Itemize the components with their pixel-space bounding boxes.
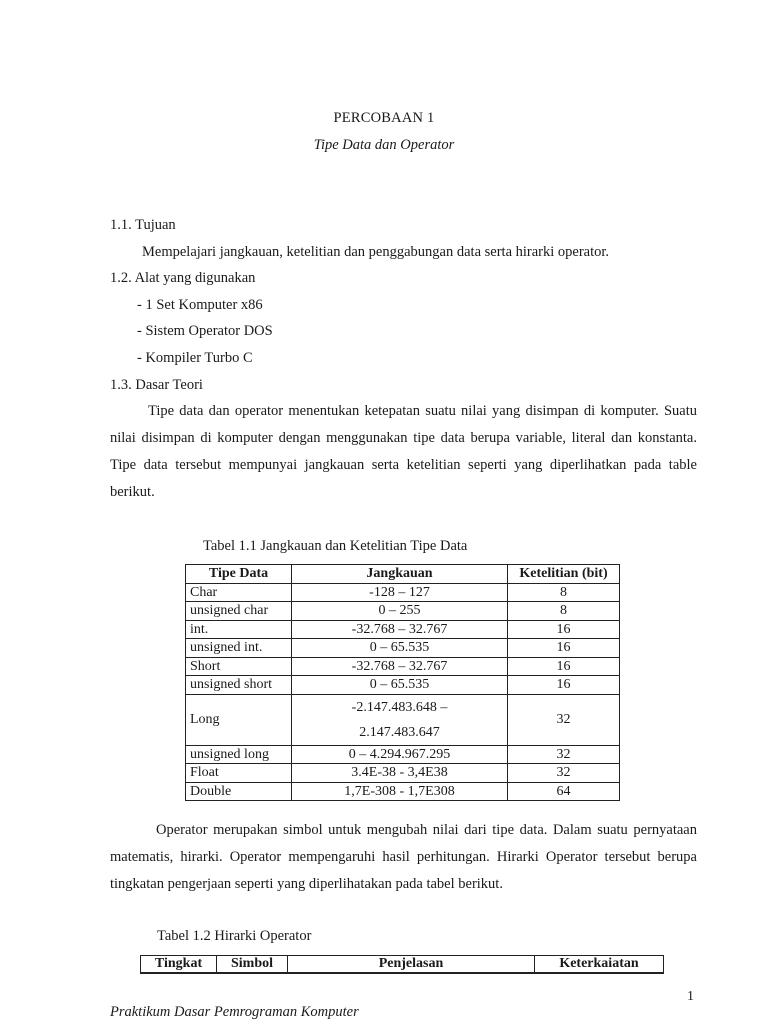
precision-cell: 32 <box>508 764 620 783</box>
range-cell: 0 – 4.294.967.295 <box>292 745 508 764</box>
precision-cell: 16 <box>508 657 620 676</box>
document-heading: PERCOBAAN 1 <box>333 110 435 126</box>
range-cell: 0 – 65.535 <box>292 676 508 695</box>
section-1-1-title: 1.1. Tujuan <box>110 217 176 233</box>
table-row <box>186 694 620 745</box>
range-cell: 0 – 65.535 <box>292 639 508 658</box>
range-line: 2.147.483.647 <box>359 724 440 740</box>
table-1-caption: Tabel 1.1 Jangkauan dan Ketelitian Tipe Data <box>203 538 468 554</box>
range-cell <box>292 694 508 745</box>
range-line: -2.147.483.648 – <box>351 699 448 715</box>
precision-cell: 16 <box>508 620 620 639</box>
range-cell: 0 – 255 <box>292 602 508 621</box>
type-cell: unsigned char <box>186 602 292 621</box>
type-cell: unsigned int. <box>186 639 292 658</box>
page-footer: Praktikum Dasar Pemrograman Komputer <box>110 1004 359 1020</box>
operator-hierarchy-table <box>140 955 664 974</box>
table-row <box>186 639 620 658</box>
range-cell: 1,7E-308 - 1,7E308 <box>292 782 508 801</box>
precision-cell: 16 <box>508 676 620 695</box>
table-row <box>186 583 620 602</box>
section-1-3-title: 1.3. Dasar Teori <box>110 377 203 393</box>
document-subheading: Tipe Data dan Operator <box>313 137 455 153</box>
table-row <box>186 745 620 764</box>
precision-cell: 32 <box>508 745 620 764</box>
table-header-cell: Simbol <box>217 956 288 974</box>
table-row <box>186 782 620 801</box>
theory-paragraph-2: Operator merupakan simbol untuk mengubah nilai dari tipe data. Dalam suatu pernyataan matematis, hirarki. Operator mempengaruhi hasil perhitungan. Hirarki Operator tersebut berupa tingkatan pengerjaan seperti yang diperlihatakan pada tabel berikut. <box>110 822 697 892</box>
precision-cell: 64 <box>508 782 620 801</box>
table-header-cell: Keterkaiatan <box>535 956 664 974</box>
type-cell: int. <box>186 620 292 639</box>
table-header-row <box>141 956 664 974</box>
type-cell: Float <box>186 764 292 783</box>
table-header-row <box>186 565 620 584</box>
table-row <box>186 657 620 676</box>
theory-paragraph-1: Tipe data dan operator menentukan ketepatan suatu nilai yang disimpan di komputer. Suatu nilai disimpan di komputer dengan menggunakan tipe data berupa variable, literal dan konstanta. Tipe data tersebut mempunyai jangkauan serta ketelitian seperti yang diperlihatkan pada table berikut. <box>110 403 697 500</box>
type-cell: unsigned short <box>186 676 292 695</box>
table-2-caption: Tabel 1.2 Hirarki Operator <box>157 928 312 944</box>
table-header-cell: Tipe Data <box>186 565 292 584</box>
precision-cell: 8 <box>508 602 620 621</box>
precision-cell: 16 <box>508 639 620 658</box>
table-header-cell: Tingkat <box>141 956 217 974</box>
table-row <box>186 764 620 783</box>
range-cell: 3.4E-38 - 3,4E38 <box>292 764 508 783</box>
section-1-1-text: Mempelajari jangkauan, ketelitian dan penggabungan data serta hirarki operator. <box>142 244 610 260</box>
tool-list-item: - Sistem Operator DOS <box>137 323 273 339</box>
page-number: 1 <box>687 989 694 1004</box>
table-row <box>186 620 620 639</box>
table-row <box>186 676 620 695</box>
table-row <box>186 602 620 621</box>
type-cell: Double <box>186 782 292 801</box>
precision-cell: 8 <box>508 583 620 602</box>
type-cell: Short <box>186 657 292 676</box>
table-header-cell: Penjelasan <box>288 956 535 974</box>
range-cell: -32.768 – 32.767 <box>292 620 508 639</box>
range-cell: -32.768 – 32.767 <box>292 657 508 676</box>
precision-cell: 32 <box>508 694 620 745</box>
table-header-cell: Jangkauan <box>292 565 508 584</box>
section-1-2-title: 1.2. Alat yang digunakan <box>110 270 256 286</box>
type-cell: Long <box>186 694 292 745</box>
range-cell: -128 – 127 <box>292 583 508 602</box>
type-cell: unsigned long <box>186 745 292 764</box>
table-header-cell: Ketelitian (bit) <box>508 565 620 584</box>
tool-list-item: - Kompiler Turbo C <box>137 350 253 366</box>
tool-list-item: - 1 Set Komputer x86 <box>137 297 263 313</box>
type-cell: Char <box>186 583 292 602</box>
data-type-table <box>185 564 620 801</box>
